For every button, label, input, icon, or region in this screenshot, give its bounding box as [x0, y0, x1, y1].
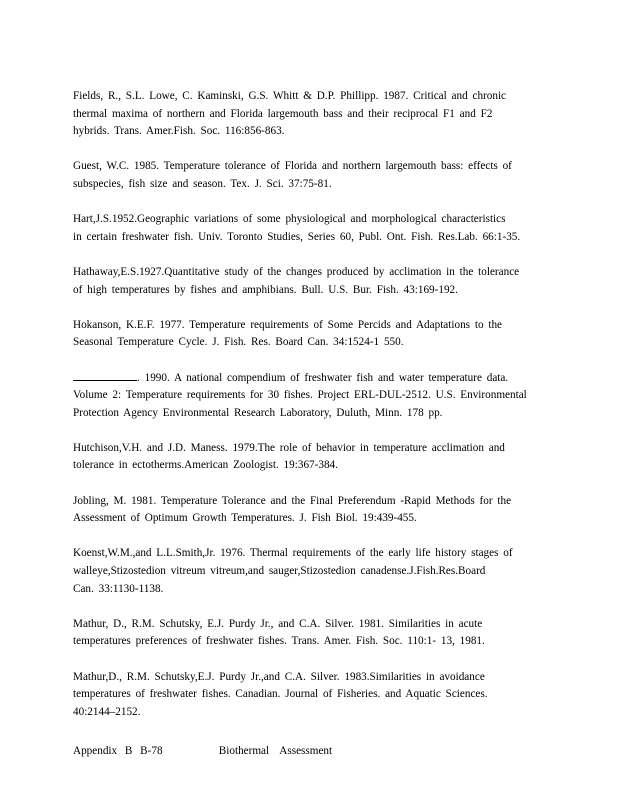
- reference-line: [73, 370, 531, 388]
- reference-line: [73, 405, 531, 423]
- reference-line: [73, 229, 531, 247]
- reference-line: [73, 669, 531, 687]
- reference-text: Seasonal Temperature Cycle. J. Fish. Res. Board Can. 34:1524-1 550.: [73, 336, 404, 349]
- reference-line: [73, 633, 531, 651]
- reference-text: subspecies, fish size and season. Tex. J. Sci. 37:75-81.: [73, 177, 332, 190]
- reference-line: [73, 704, 531, 722]
- reference-entry: [73, 88, 531, 141]
- reference-entry: [73, 616, 531, 651]
- reference-line: [73, 440, 531, 458]
- reference-text: Mathur,D., R.M. Schutsky,E.J. Purdy Jr.,and C.A. Silver. 1983.Similarities in avoidance: [73, 670, 485, 683]
- reference-text: thermal maxima of northern and Florida largemouth bass and their reciprocal F1 and F2: [73, 107, 493, 120]
- reference-entry: [73, 317, 531, 352]
- reference-line: [73, 563, 531, 581]
- reference-text: Volume 2: Temperature requirements for 30 fishes. Project ERL-DUL-2512. U.S. Environmental: [73, 389, 527, 402]
- reference-text: Jobling, M. 1981. Temperature Tolerance and the Final Preferendum -Rapid Methods for the: [73, 494, 512, 507]
- reference-text: Fields, R., S.L. Lowe, C. Kaminski, G.S. Whitt & D.P. Phillipp. 1987. Critical and chronic: [73, 90, 507, 102]
- reference-text: Hokanson, K.E.F. 1977. Temperature requirements of Some Percids and Adaptations to the: [73, 318, 502, 331]
- reference-entry: [73, 493, 531, 528]
- reference-line: [73, 387, 531, 405]
- reference-text: Can. 33:1130-1138.: [73, 582, 164, 595]
- reference-entry: [73, 669, 531, 722]
- reference-text: 40:2144–2152.: [73, 705, 141, 718]
- reference-text: Koenst,W.M.,and L.L.Smith,Jr. 1976. Thermal requirements of the early life history stages of: [73, 547, 513, 560]
- reference-line: [73, 88, 531, 106]
- reference-line: [73, 106, 531, 124]
- reference-line: [73, 545, 531, 563]
- reference-text: hybrids. Trans. Amer.Fish. Soc. 116:856-863.: [73, 125, 285, 138]
- reference-line: [73, 334, 531, 352]
- reference-entry: [73, 440, 531, 475]
- reference-text: of high temperatures by fishes and amphibians. Bull. U.S. Bur. Fish. 43:169-192.: [73, 283, 458, 296]
- reference-text: Mathur, D., R.M. Schutsky, E.J. Purdy Jr., and C.A. Silver. 1981. Similarities in acute: [73, 617, 483, 630]
- reference-entry: [73, 545, 531, 598]
- reference-entry: [73, 211, 531, 246]
- reference-line: [73, 581, 531, 599]
- reference-text: Hutchison,V.H. and J.D. Maness. 1979.The role of behavior in temperature acclimation and: [73, 441, 505, 454]
- reference-text: Protection Agency Environmental Research Laboratory, Duluth, Minn. 178 pp.: [73, 406, 443, 419]
- reference-list: [73, 88, 531, 739]
- reference-entry: [73, 370, 531, 423]
- footer-page-label: Appendix B B-78: [73, 745, 163, 757]
- reference-line: [73, 686, 531, 704]
- reference-text: Guest, W.C. 1985. Temperature tolerance of Florida and northern largemouth bass: effects of: [73, 160, 512, 173]
- reference-line: [73, 616, 531, 634]
- reference-text: in certain freshwater fish. Univ. Toronto Studies, Series 60, Publ. Ont. Fish. Res.Lab. 66:1-35.: [73, 230, 521, 243]
- reference-line: [73, 158, 531, 176]
- reference-text: temperatures of freshwater fishes. Canadian. Journal of Fisheries. and Aquatic Sciences.: [73, 688, 488, 701]
- reference-entry: [73, 158, 531, 193]
- reference-text: walleye,Stizostedion vitreum vitreum,and sauger,Stizostedion canadense.J.Fish.Res.Board: [73, 565, 486, 578]
- reference-text: temperatures preferences of freshwater fishes. Trans. Amer. Fish. Soc. 110:1- 13, 1981.: [73, 635, 485, 648]
- reference-line: [73, 211, 531, 229]
- reference-line: [73, 457, 531, 475]
- reference-line: [73, 317, 531, 335]
- reference-line: [73, 176, 531, 194]
- reference-entry: [73, 264, 531, 299]
- ditto-author-blank: [73, 370, 137, 381]
- reference-text: . 1990. A national compendium of freshwater fish and water temperature data.: [137, 371, 509, 384]
- page-footer: [73, 743, 332, 761]
- reference-text: Hathaway,E.S.1927.Quantitative study of the changes produced by acclimation in the tolerance: [73, 265, 520, 278]
- reference-line: [73, 123, 531, 141]
- reference-text: tolerance in ectotherms.American Zoologist. 19:367-384.: [73, 459, 338, 472]
- reference-text: Assessment of Optimum Growth Temperatures. J. Fish Biol. 19:439-455.: [73, 512, 417, 525]
- reference-line: [73, 510, 531, 528]
- reference-line: [73, 493, 531, 511]
- reference-text: Hart,J.S.1952.Geographic variations of some physiological and morphological characteristics: [73, 213, 506, 226]
- reference-line: [73, 282, 531, 300]
- reference-line: [73, 264, 531, 282]
- footer-document-title: Biothermal Assessment: [218, 745, 333, 757]
